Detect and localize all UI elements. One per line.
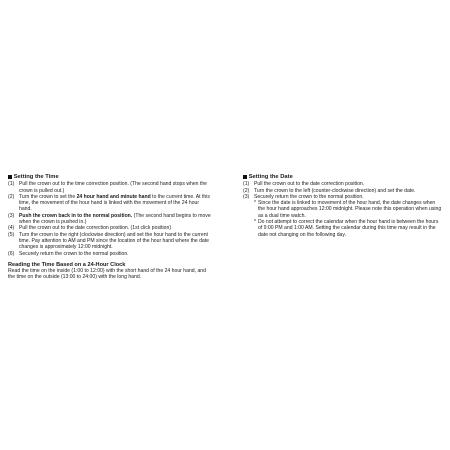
step-item: (3) Push the crown back in to the normal position. (The second hand begins to move when the crown is pushed in.) — [8, 212, 211, 226]
note-item: * Do not attempt to correct the calendar when the hour hand is between the hours of 9:00 PM and 1:00 AM. Setting the calendar during this time may result in the date not changing on the following day. — [254, 219, 439, 238]
square-bullet-icon — [8, 175, 12, 179]
step-item: (2) Turn the crown to the left (counter-clockwise direction) and set the date. — [243, 187, 416, 194]
reading-time-subheading: Reading the Time Based on a 24-Hour Clock — [8, 261, 126, 268]
setting-time-section — [8, 174, 213, 281]
setting-time-heading: Setting the Time — [8, 174, 213, 180]
step-item: (3) Securely return the crown to the normal position. — [243, 193, 364, 200]
step-item: (4) Pull the crown out to the date correction position. (1st click position) — [8, 225, 172, 232]
setting-date-steps — [243, 181, 443, 238]
step-item: (6) Securely return the crown to the normal position. — [8, 250, 129, 257]
note-item: * Since the date is linked to movement of the hour hand, the date changes when the hour hand approaches 12:00 midnight. Please note this operation when using as a dual time watch. — [254, 200, 442, 219]
step-item: (2) Turn the crown to set the 24 hour hand and minute hand to the current time. At this time, the movement of the hour hand is linked with the movement of the 24 hour hand. — [8, 193, 210, 213]
setting-time-steps — [8, 181, 213, 257]
setting-date-heading: Setting the Date — [243, 174, 443, 180]
square-bullet-icon — [243, 175, 247, 179]
step-item: (5) Turn the crown to the right (clockwise direction) and set the hour hand to the current time. Pay attention to AM and PM since the location of the hour hand where the date changes is approximately 12:00 midnight. — [8, 231, 210, 251]
step-item: (1) Pull the crown out to the date correction position. — [243, 181, 365, 188]
step-item: (1) Pull the crown out to the time correction position. (The second hand stops when the crown is pulled out.) — [8, 181, 208, 194]
setting-date-section — [243, 174, 443, 238]
reading-time-paragraph: Read the time on the inside (1:00 to 12:00) with the short hand of the 24 hour hand, and the time on the outside (13:00 to 24:00) with the long hand. — [8, 268, 206, 281]
